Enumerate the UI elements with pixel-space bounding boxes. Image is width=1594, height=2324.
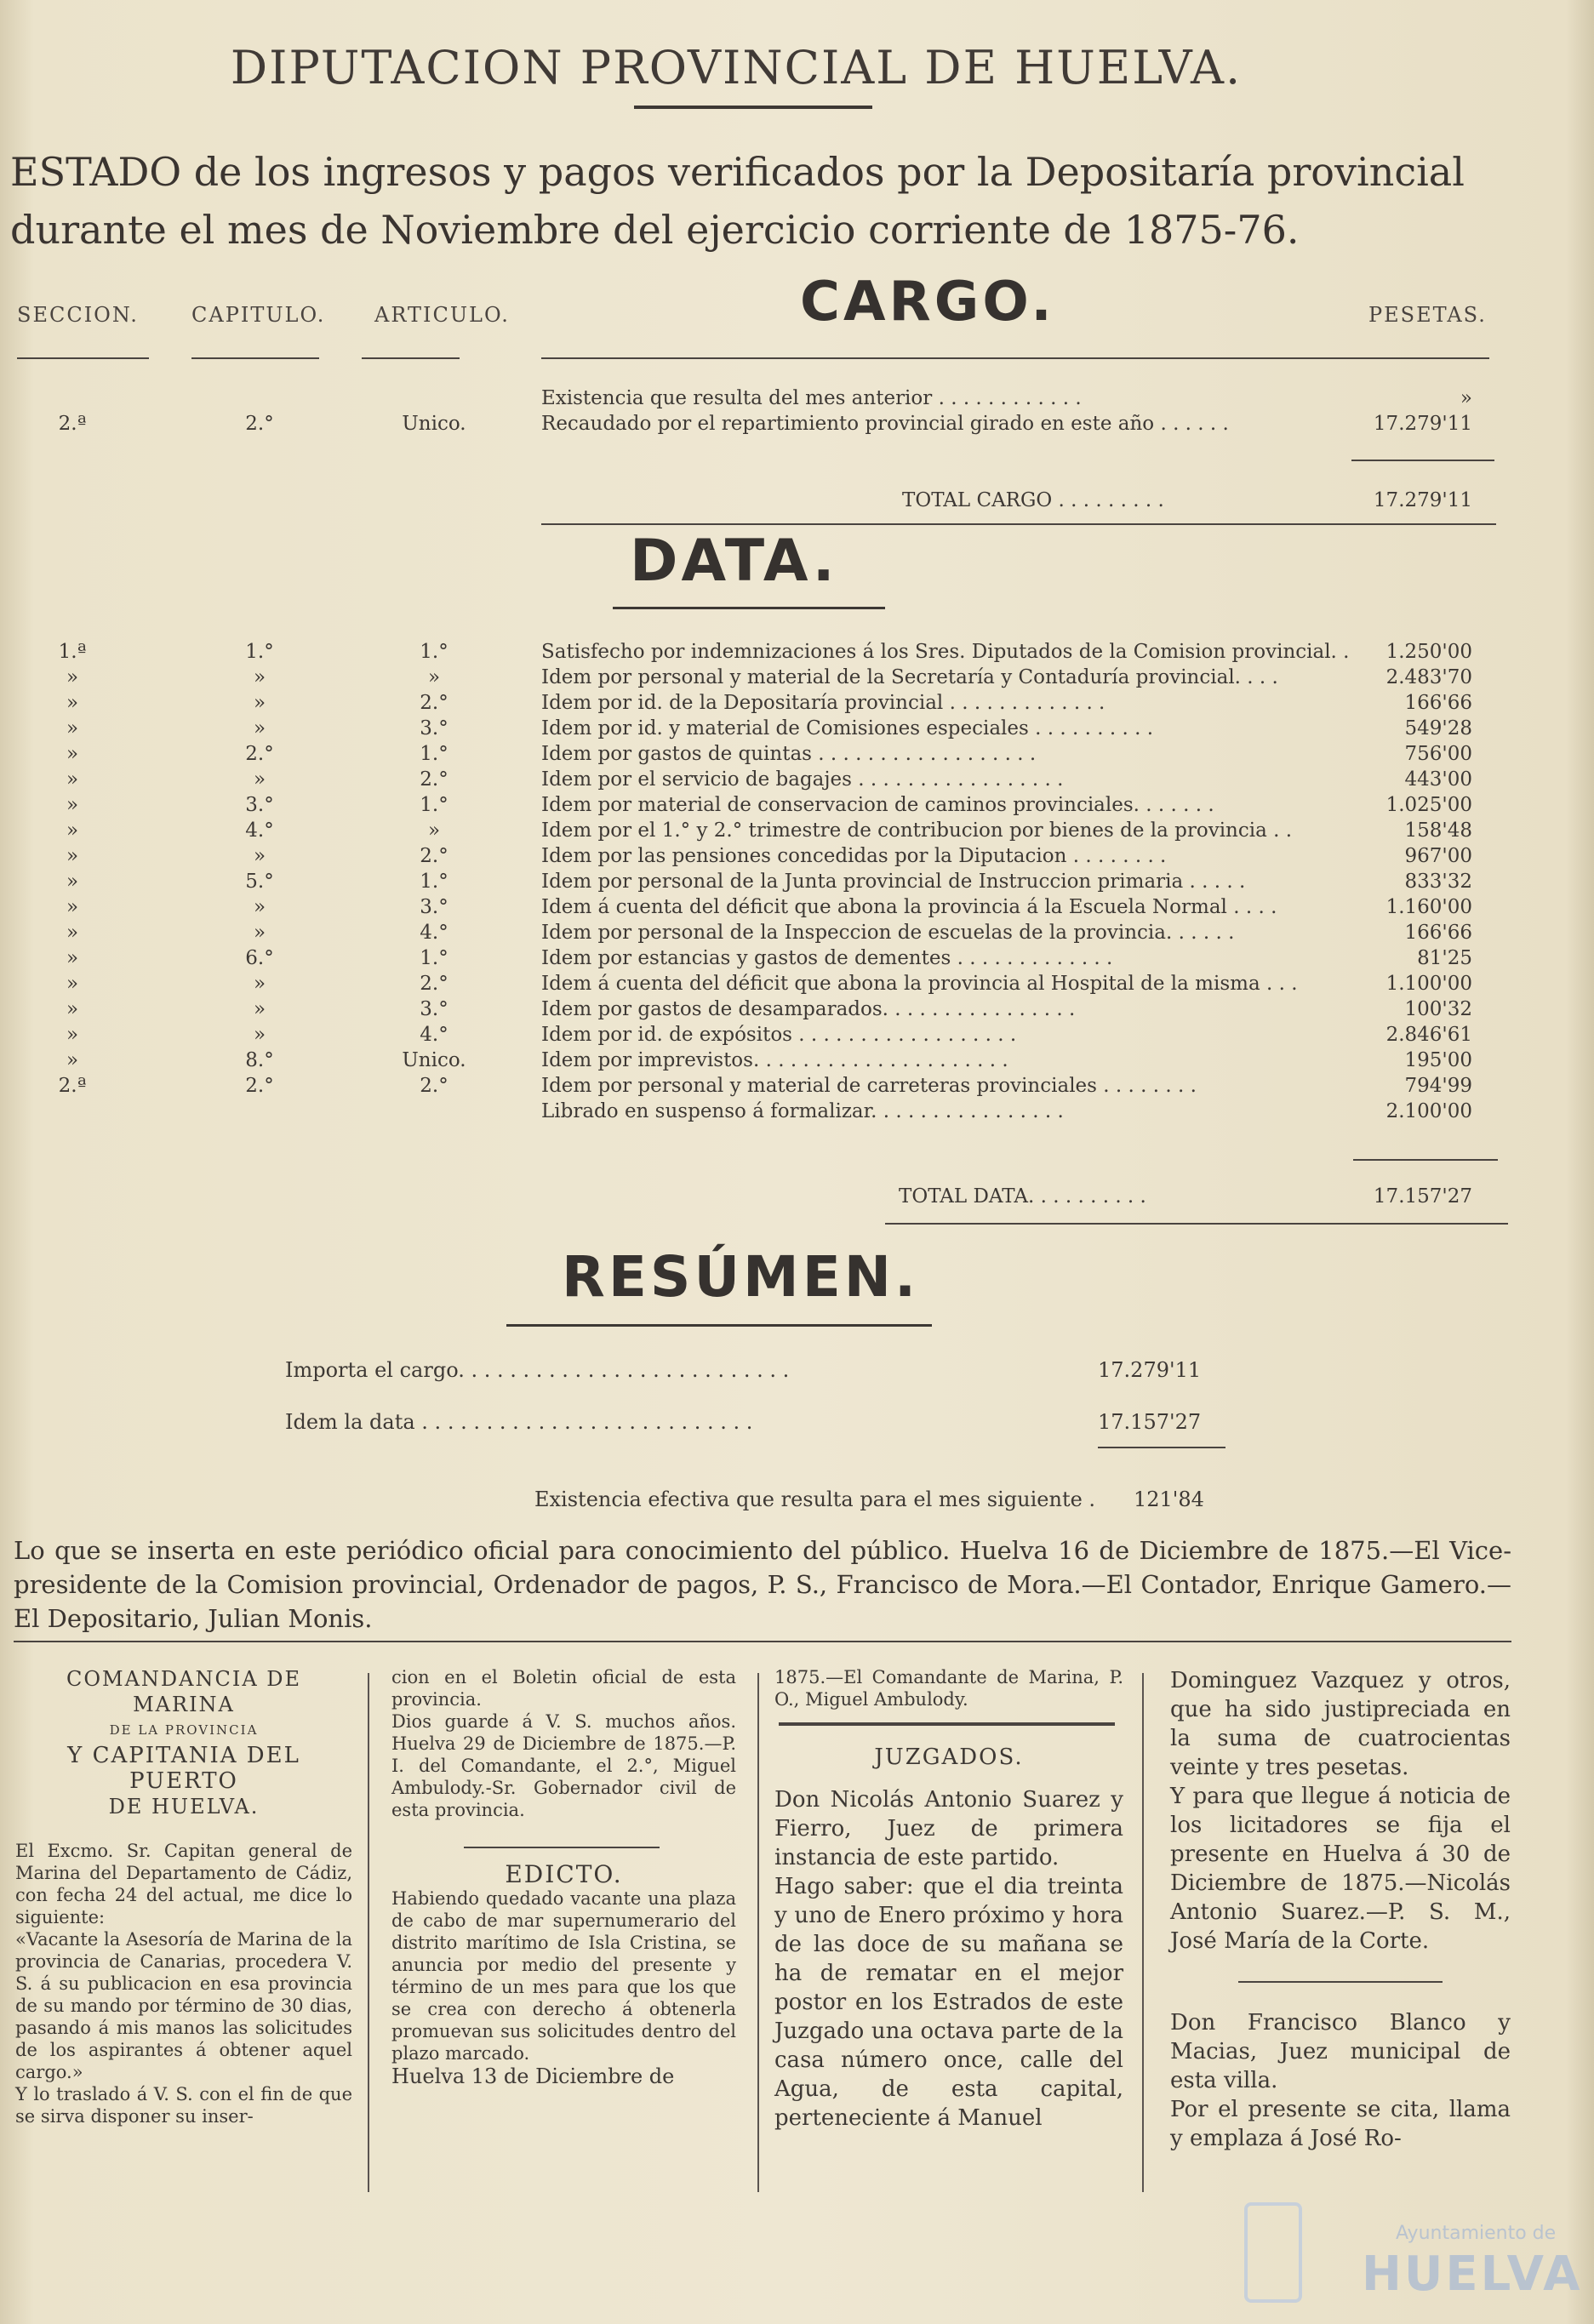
col2-paragraph: Habiendo quedado vacante una plaza de cabo de mar supernumerario del distrito marítimo de Isla Cristina, se anuncia por medio del presente y término de un mes para que los que se crea con derecho á obtenerla promuevan sus solicitudes dentro del plazo marcado. (391, 1888, 736, 2064)
col3-paragraph: Hago saber: que el dia treinta y uno de Enero próximo y hora de las doce de su mañana se ha de rematar en el mejor postor en los Estrados de este Juzgado una octava parte de la casa número once, calle del Agua, de esta capital, perteneciente á Manuel (774, 1874, 1123, 2131)
cell-concepto: Idem á cuenta del déficit que abona la provincia á la Escuela Normal . . . . (541, 896, 1277, 918)
cell-capitulo: » (253, 768, 266, 791)
closing-paragraph: Lo que se inserta en este periódico oficial para conocimiento del público. Huelva 16 de Diciembre de 1875.—El Vice-presidente de la Comision provincial, Ordenador de pagos, P. S., Francisco de Mora.—El Contador, Enrique Gamero.—El Depositario, Julian Monis. (14, 1536, 1511, 1633)
rule (17, 357, 149, 359)
rule (1349, 357, 1489, 359)
col2-paragraph: cion en el Boletin oficial de esta provincia. (391, 1667, 736, 1710)
cell-capitulo: 2.° (245, 1075, 274, 1097)
cell-concepto: Idem por el servicio de bagajes . . . . . . . . . . . . . . . . . (541, 768, 1064, 791)
cell-capitulo: » (253, 1024, 266, 1046)
cell-concepto: Idem por el 1.° y 2.° trimestre de contribucion por bienes de la provincia . . (541, 819, 1293, 842)
col4-paragraph: Dominguez Vazquez y otros, que ha sido justipreciada en la suma de cuatrocientas veinte y tres pesetas. (1170, 1668, 1511, 1780)
data-row (0, 845, 1594, 871)
cell-articulo: 2.° (420, 1075, 448, 1097)
cell-seccion: » (66, 998, 79, 1020)
rule (464, 1847, 660, 1848)
cell-concepto: Idem por material de conservacion de caminos provinciales. . . . . . . (541, 794, 1214, 816)
data-row (0, 922, 1594, 947)
header-capitulo: CAPITULO. (191, 303, 326, 327)
cell-amount: 158'48 (1404, 819, 1472, 842)
cell-articulo: 1.° (420, 743, 448, 765)
data-row (0, 871, 1594, 896)
resumen-ornament-rule (506, 1324, 932, 1327)
cell-seccion: 1.ª (58, 641, 87, 663)
cell-articulo: 4.° (420, 922, 448, 944)
data-row (0, 1075, 1594, 1100)
cell-seccion: » (66, 666, 79, 688)
data-row (0, 998, 1594, 1024)
cell-amount: 2.100'00 (1385, 1100, 1472, 1122)
col2-paragraph: Dios guarde á V. S. muchos años. Huelva 29 de Diciembre de 1875.—P. I. del Comandante, el 2.°, Miguel Ambulody.-Sr. Gobernador civil de esta provincia. (391, 1711, 736, 1820)
cell-capitulo: 3.° (245, 794, 274, 816)
col1-paragraph: Y lo traslado á V. S. con el fin de que se sirva disponer su inser- (15, 2084, 352, 2127)
cell-concepto: Idem por imprevistos. . . . . . . . . . . . . . . . . . . . . (541, 1049, 1008, 1071)
data-total-label: TOTAL DATA. . . . . . . . . . (899, 1185, 1146, 1208)
cell-capitulo: » (253, 845, 266, 867)
rule (1238, 1981, 1443, 1983)
cargo-total-label: TOTAL CARGO . . . . . . . . . (902, 489, 1164, 511)
watermark-line-2: HUELVA (1362, 2247, 1583, 2302)
resumen-existencia-amount: 121'84 (1134, 1487, 1204, 1511)
cell-amount: » (1460, 387, 1472, 409)
cell-amount: 1.025'00 (1385, 794, 1472, 816)
column-1 (15, 1666, 352, 2127)
cell-articulo: 3.° (420, 896, 448, 918)
cell-concepto: Idem por personal de la Inspeccion de escuelas de la provincia. . . . . . (541, 922, 1235, 944)
rule (885, 1223, 1508, 1225)
cell-concepto: Idem á cuenta del déficit que abona la provincia al Hospital de la misma . . . (541, 973, 1298, 995)
rule (1098, 1447, 1225, 1448)
cell-seccion: » (66, 717, 79, 739)
rule (1353, 1159, 1498, 1161)
header-articulo: ARTICULO. (374, 303, 510, 327)
data-row (0, 896, 1594, 922)
cell-capitulo: » (253, 896, 266, 918)
resumen-existencia-label: Existencia efectiva que resulta para el mes siguiente . (534, 1487, 1096, 1511)
col3-paragraph: 1875.—El Comandante de Marina, P. O., Miguel Ambulody. (774, 1667, 1123, 1710)
column-3 (774, 1666, 1123, 2133)
cell-amount: 17.279'11 (1373, 413, 1472, 435)
cargo-row (0, 387, 1594, 413)
cell-concepto: Idem por estancias y gastos de dementes . . . . . . . . . . . . . (541, 947, 1113, 969)
cell-capitulo: 2.° (245, 413, 274, 435)
cell-seccion: » (66, 845, 79, 867)
data-row (0, 692, 1594, 717)
cell-seccion: » (66, 768, 79, 791)
cell-seccion: » (66, 973, 79, 995)
cell-concepto: Satisfecho por indemnizaciones á los Sres. Diputados de la Comision provincial. . (541, 641, 1350, 663)
cell-amount: 756'00 (1404, 743, 1472, 765)
cell-articulo: » (427, 819, 441, 842)
cell-amount: 166'66 (1404, 692, 1472, 714)
cell-articulo: 2.° (420, 845, 448, 867)
cell-amount: 2.483'70 (1385, 666, 1472, 688)
cell-seccion: » (66, 922, 79, 944)
cell-seccion: » (66, 692, 79, 714)
data-row (0, 743, 1594, 768)
cell-amount: 1.250'00 (1385, 641, 1472, 663)
cell-capitulo: 2.° (245, 743, 274, 765)
cell-articulo: 2.° (420, 973, 448, 995)
col1-heading-1: COMANDANCIA DE MARINA (66, 1667, 302, 1716)
cell-concepto: Recaudado por el repartimiento provincial girado en este año . . . . . . (541, 413, 1229, 435)
cell-capitulo: » (253, 692, 266, 714)
header-pesetas: PESETAS. (1368, 303, 1487, 327)
cell-seccion: » (66, 743, 79, 765)
rule (779, 1722, 1115, 1726)
resumen-data-label: Idem la data . . . . . . . . . . . . . . . . . . . . . . . . . . (285, 1410, 753, 1434)
col1-heading-3: Y CAPITANIA DEL PUERTO (67, 1743, 300, 1794)
column-divider (757, 1673, 759, 2192)
cell-articulo: 3.° (420, 717, 448, 739)
cell-amount: 549'28 (1404, 717, 1472, 739)
cell-articulo: 2.° (420, 692, 448, 714)
col1-paragraph: «Vacante la Asesoría de Marina de la provincia de Canarias, procedera V. S. á su publicacion en esa provincia de su mando por término de 30 dias, pasando á mis manos las solicitudes de los aspirantes á obtener aquel cargo.» (15, 1929, 352, 2082)
cell-amount: 2.846'61 (1385, 1024, 1472, 1046)
header-seccion: SECCION. (17, 303, 139, 327)
data-row (0, 768, 1594, 794)
data-title: DATA. (630, 528, 838, 595)
cell-concepto: Librado en suspenso á formalizar. . . . . . . . . . . . . . . . (541, 1100, 1064, 1122)
cell-seccion: » (66, 1024, 79, 1046)
column-divider (368, 1673, 369, 2192)
rule (14, 1641, 1511, 1642)
cell-capitulo: » (253, 717, 266, 739)
rule (191, 357, 319, 359)
cell-seccion: » (66, 871, 79, 893)
cell-seccion: 2.ª (58, 413, 87, 435)
cell-amount: 166'66 (1404, 922, 1472, 944)
rule (1351, 460, 1494, 461)
cell-concepto: Existencia que resulta del mes anterior . . . . . . . . . . . . (541, 387, 1082, 409)
cell-capitulo: » (253, 998, 266, 1020)
masthead-title: DIPUTACION PROVINCIAL DE HUELVA. (230, 41, 1243, 94)
data-row (0, 973, 1594, 998)
col4-paragraph: Por el presente se cita, llama y emplaza á José Ro- (1170, 2097, 1511, 2151)
column-2 (391, 1666, 736, 2088)
cell-concepto: Idem por personal y material de carreteras provinciales . . . . . . . . (541, 1075, 1197, 1097)
data-total-amount: 17.157'27 (1373, 1185, 1472, 1208)
cargo-row (0, 413, 1594, 438)
cell-concepto: Idem por gastos de desamparados. . . . . . . . . . . . . . . . (541, 998, 1076, 1020)
cell-capitulo: » (253, 973, 266, 995)
cell-amount: 443'00 (1404, 768, 1472, 791)
cell-concepto: Idem por las pensiones concedidas por la Diputacion . . . . . . . . (541, 845, 1167, 867)
cargo-title: CARGO. (800, 271, 1055, 334)
cell-seccion: » (66, 947, 79, 969)
cargo-total-row (0, 489, 1594, 515)
col2-heading-edicto: EDICTO. (505, 1860, 623, 1888)
cell-articulo: 2.° (420, 768, 448, 791)
data-row (0, 1024, 1594, 1049)
cell-seccion: » (66, 794, 79, 816)
cell-capitulo: » (253, 666, 266, 688)
cell-articulo: 3.° (420, 998, 448, 1020)
col1-heading-4: DE HUELVA. (108, 1795, 260, 1819)
cell-articulo: » (427, 666, 441, 688)
cell-capitulo: 1.° (245, 641, 274, 663)
cell-capitulo: 5.° (245, 871, 274, 893)
cell-capitulo: 4.° (245, 819, 274, 842)
resumen-title: RESÚMEN. (562, 1244, 920, 1310)
rule (541, 523, 1496, 525)
cell-amount: 195'00 (1404, 1049, 1472, 1071)
cell-capitulo: 6.° (245, 947, 274, 969)
cell-seccion: 2.ª (58, 1075, 87, 1097)
data-row (0, 1049, 1594, 1075)
col3-paragraph: Don Nicolás Antonio Suarez y Fierro, Juez de primera instancia de este partido. (774, 1787, 1123, 1870)
cell-articulo: 1.° (420, 641, 448, 663)
data-ornament-rule (613, 607, 885, 609)
data-total-row (0, 1185, 1594, 1211)
cell-articulo: Unico. (402, 1049, 466, 1071)
cell-amount: 833'32 (1404, 871, 1472, 893)
cell-concepto: Idem por id. y material de Comisiones especiales . . . . . . . . . . (541, 717, 1154, 739)
data-row (0, 666, 1594, 692)
cell-concepto: Idem por personal de la Junta provincial de Instruccion primaria . . . . . (541, 871, 1246, 893)
data-row (0, 819, 1594, 845)
col3-heading-juzgados: JUZGADOS. (874, 1744, 1024, 1770)
cell-amount: 794'99 (1404, 1075, 1472, 1097)
cell-seccion: » (66, 1049, 79, 1071)
col1-heading-2: DE LA PROVINCIA (109, 1722, 259, 1738)
watermark-shield-icon (1244, 2202, 1302, 2303)
cell-amount: 1.160'00 (1385, 896, 1472, 918)
resumen-cargo-label: Importa el cargo. . . . . . . . . . . . . . . . . . . . . . . . . . (285, 1358, 790, 1382)
resumen-data-amount: 17.157'27 (1098, 1410, 1202, 1434)
cell-amount: 81'25 (1417, 947, 1472, 969)
cell-seccion: » (66, 896, 79, 918)
column-4 (1170, 1666, 1511, 2153)
resumen-cargo-amount: 17.279'11 (1098, 1358, 1202, 1382)
cell-amount: 967'00 (1404, 845, 1472, 867)
cell-articulo: 1.° (420, 947, 448, 969)
data-row (0, 947, 1594, 973)
cell-capitulo: 8.° (245, 1049, 274, 1071)
rule (362, 357, 460, 359)
cell-amount: 100'32 (1404, 998, 1472, 1020)
cargo-total-amount: 17.279'11 (1373, 489, 1472, 511)
col2-paragraph: Huelva 13 de Diciembre de (391, 2064, 675, 2088)
column-divider (1142, 1673, 1144, 2192)
cell-capitulo: » (253, 922, 266, 944)
cell-concepto: Idem por id. de expósitos . . . . . . . . . . . . . . . . . . (541, 1024, 1017, 1046)
cell-articulo: 1.° (420, 871, 448, 893)
masthead-ornament-rule (634, 106, 872, 109)
col4-paragraph: Y para que llegue á noticia de los licitadores se fija el presente en Huelva á 30 de Diciembre de 1875.—Nicolás Antonio Suarez.—P. S. M., José María de la Corte. (1170, 1784, 1511, 1954)
data-row (0, 641, 1594, 666)
cell-concepto: Idem por id. de la Depositaría provincial . . . . . . . . . . . . . (541, 692, 1106, 714)
cell-seccion: » (66, 819, 79, 842)
cell-concepto: Idem por gastos de quintas . . . . . . . . . . . . . . . . . . (541, 743, 1037, 765)
cell-concepto: Idem por personal y material de la Secretaría y Contaduría provincial. . . . (541, 666, 1278, 688)
col1-paragraph: El Excmo. Sr. Capitan general de Marina del Departamento de Cádiz, con fecha 24 del actual, me dice lo siguiente: (15, 1841, 352, 1927)
cell-amount: 1.100'00 (1385, 973, 1472, 995)
estado-heading: ESTADO de los ingresos y pagos verificados por la Depositaría provincial durante el mes de Noviembre del ejercicio corriente de 1875-76. (10, 149, 1465, 253)
cell-articulo: 1.° (420, 794, 448, 816)
data-row (0, 1100, 1594, 1126)
watermark-line-1: Ayuntamiento de (1396, 2223, 1557, 2244)
rule (541, 357, 1350, 359)
data-row (0, 717, 1594, 743)
cell-articulo: 4.° (420, 1024, 448, 1046)
cell-articulo: Unico. (402, 413, 466, 435)
col4-paragraph: Don Francisco Blanco y Macias, Juez municipal de esta villa. (1170, 2010, 1511, 2093)
data-row (0, 794, 1594, 819)
